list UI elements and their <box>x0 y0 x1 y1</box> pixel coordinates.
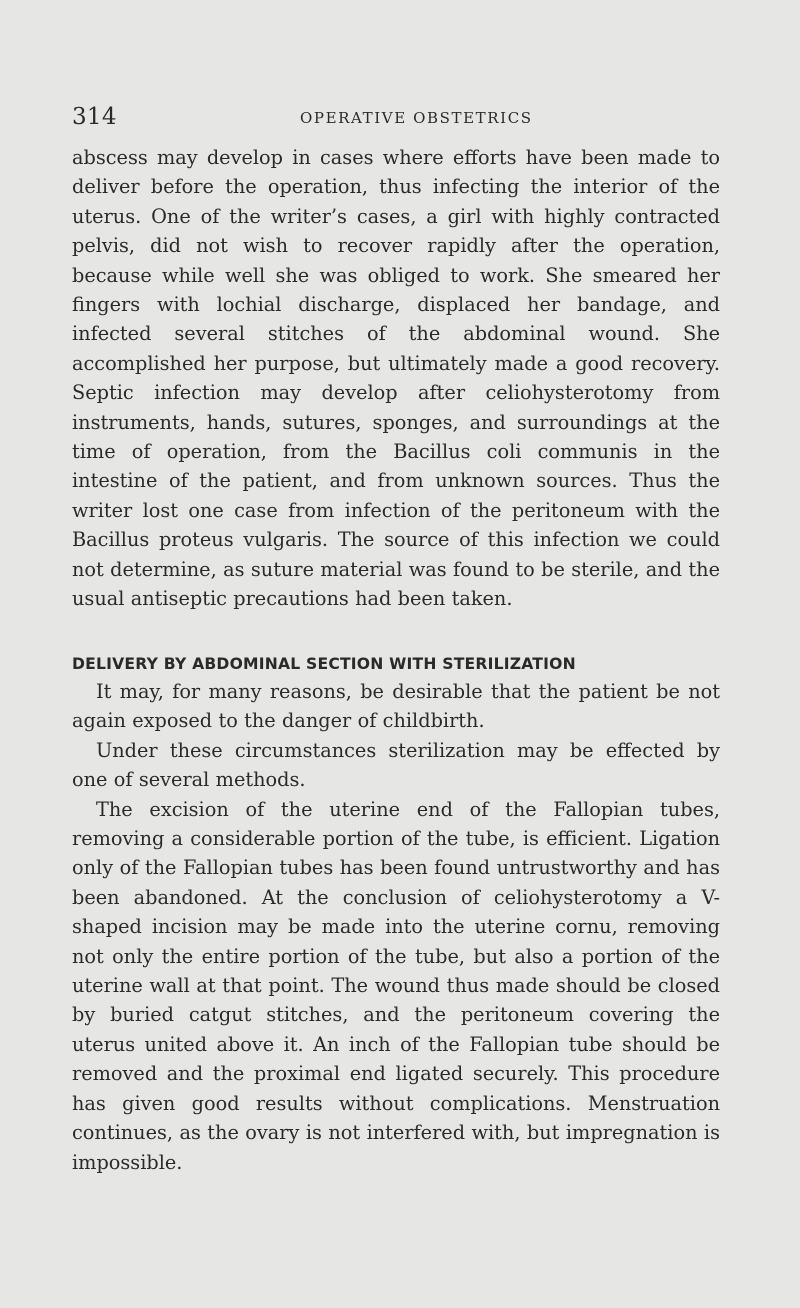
paragraph: It may, for many reasons, be desirable that the patient be not again exposed to the danger of childbirth. <box>72 680 720 733</box>
page-number: 314 <box>72 104 117 130</box>
paragraph: The excision of the uterine end of the Fallopian tubes, removing a considerable portion of the tube, is efficient. Ligation only of the Fallopian tubes has been found untrustworthy and has been abandoned. At the conclusion of celiohysterotomy a V-shaped incision may be made into the uterine cornu, removing not only the entire portion of the tube, but also a portion of the uterine wall at that point. The wound thus made should be closed by buried catgut stitches, and the peritoneum covering the uterus united above it. An inch of the Fallopian tube should be removed and the proximal end ligated securely. This procedure has given good results without complications. Menstruation continues, as the ovary is not interfered with, but impregnation is impossible. <box>72 797 720 1174</box>
paragraph: Under these circumstances sterilization may be effected by one of several methods. <box>72 738 720 792</box>
running-head <box>72 104 722 130</box>
section-heading: DELIVERY BY ABDOMINAL SECTION WITH STERILIZATION <box>72 655 576 673</box>
running-title: OPERATIVE OBSTETRICS <box>300 109 533 127</box>
paragraph-continuation: abscess may develop in cases where efforts have been made to deliver before the operation, thus infecting the interior of the uterus. One of the writer’s cases, a girl with highly contracted pelvis, did not wish to recover rapidly after the operation, because while well she was obliged to work. She smeared her fingers with lochial discharge, displaced her bandage, and infected several stitches of the abdominal wound. She accomplished her purpose, but ultimately made a good recovery. Septic infection may develop after celiohysterotomy from instruments, hands, sutures, sponges, and surroundings at the time of operation, from the Bacillus coli communis in the intestine of the patient, and from unknown sources. Thus the writer lost one case from infection of the peritoneum with the Bacillus proteus vulgaris. The source of this infection we could not determine, as suture material was found to be sterile, and the usual antiseptic precautions had been taken. <box>72 146 720 611</box>
section-body <box>72 677 720 1177</box>
